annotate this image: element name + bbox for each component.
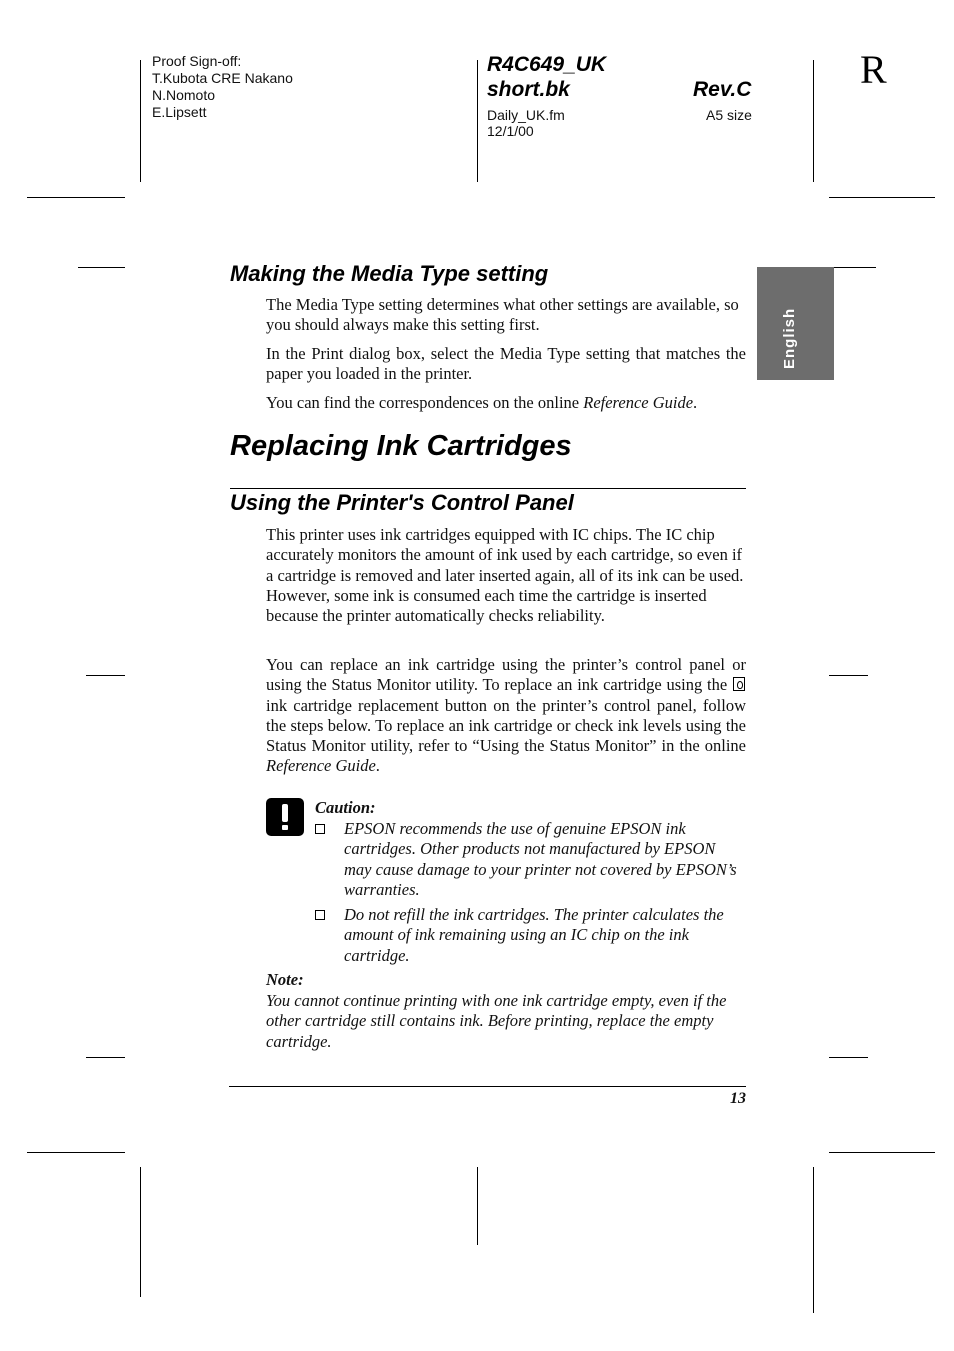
crop-mark: [78, 267, 125, 268]
crop-mark: [834, 267, 876, 268]
caution-exclamation-icon: [266, 798, 304, 836]
proof-line: T.Kubota CRE Nakano: [152, 70, 293, 86]
crop-mark: [813, 1167, 814, 1313]
paragraph-text: You can replace an ink cartridge using the printer’s control panel or using the Status Monitor utility. To replace an ink cartridge using the: [266, 655, 746, 695]
language-tab: [757, 267, 834, 380]
paper-size: A5 size: [706, 107, 752, 123]
note-text: You cannot continue printing with one ink cartridge empty, even if the other cartridge still contains ink. Before printing, replace the empty cartridge.: [266, 991, 727, 1051]
paragraph-text: ink cartridge replacement button on the printer’s control panel, follow the steps below. To replace an ink cartridge or check ink levels using the Status Monitor utility, refer to “Using the Status Monitor” in the online: [266, 695, 746, 756]
crop-mark: [27, 1152, 125, 1153]
caution-item: EPSON recommends the use of genuine EPSON ink cartridges. Other products not manufactured by EPSON may cause damage to your printer not covered by EPSON’s warranties.: [344, 819, 737, 899]
bullet-box-icon: [315, 824, 325, 834]
ink-replacement-button-icon: [733, 677, 745, 691]
crop-mark: [477, 60, 478, 182]
revision: Rev.C: [693, 78, 752, 101]
paragraph: The Media Type setting determines what other settings are available, so you should always make this setting first.: [266, 295, 739, 335]
proof-line: N.Nomoto: [152, 87, 216, 103]
caution-label: Caution:: [315, 798, 376, 817]
crop-mark: [829, 675, 868, 676]
paragraph: [266, 655, 746, 777]
paragraph-end: .: [375, 756, 380, 776]
crop-mark: [140, 1167, 141, 1297]
language-tab-label: English: [781, 307, 798, 369]
paragraph: This printer uses ink cartridges equipped with IC chips. The IC chip accurately monitors the amount of ink used by each cartridge, so even if a cartridge is removed and later inserted again, all of its ink can be used. However, some ink is consumed each time the cartridge is inserted because the printer automatically checks reliability.: [266, 525, 744, 626]
page-mark: R: [860, 47, 887, 92]
book-name: short.bk: [487, 78, 570, 101]
file-name: Daily_UK.fm: [487, 107, 565, 123]
doc-date: 12/1/00: [487, 123, 534, 139]
crop-mark: [86, 675, 125, 676]
reference-guide-ref: Reference Guide: [583, 393, 694, 412]
bullet-box-icon: [315, 910, 325, 920]
reference-guide-ref: Reference Guide: [266, 756, 376, 776]
section-heading-control-panel: Using the Printer's Control Panel: [230, 490, 574, 515]
page-number: 13: [730, 1090, 746, 1107]
paragraph: [266, 393, 746, 413]
proof-signoff: [152, 53, 293, 121]
crop-mark: [829, 1057, 868, 1058]
paragraph-text: You can find the correspondences on the online: [266, 393, 584, 412]
crop-mark: [86, 1057, 125, 1058]
proof-line: E.Lipsett: [152, 104, 207, 120]
paragraph: In the Print dialog box, select the Media Type setting that matches the paper you loaded in the printer.: [266, 344, 746, 384]
footer-rule: [229, 1086, 746, 1087]
crop-mark: [829, 197, 935, 198]
caution-item: Do not refill the ink cartridges. The printer calculates the amount of ink remaining using an IC chip on the ink cartridge.: [344, 905, 724, 965]
heading-rule: [230, 488, 746, 489]
crop-mark: [829, 1152, 935, 1153]
crop-mark: [140, 60, 141, 182]
section-heading-media-type: Making the Media Type setting: [230, 261, 549, 286]
paragraph-end: .: [693, 393, 698, 412]
note-label: Note:: [266, 970, 304, 989]
proof-line: Proof Sign-off:: [152, 53, 242, 69]
crop-mark: [477, 1167, 478, 1245]
crop-mark: [813, 60, 814, 182]
chapter-title: Replacing Ink Cartridges: [230, 430, 572, 462]
crop-mark: [27, 197, 125, 198]
doc-id: R4C649_UK: [487, 53, 607, 76]
